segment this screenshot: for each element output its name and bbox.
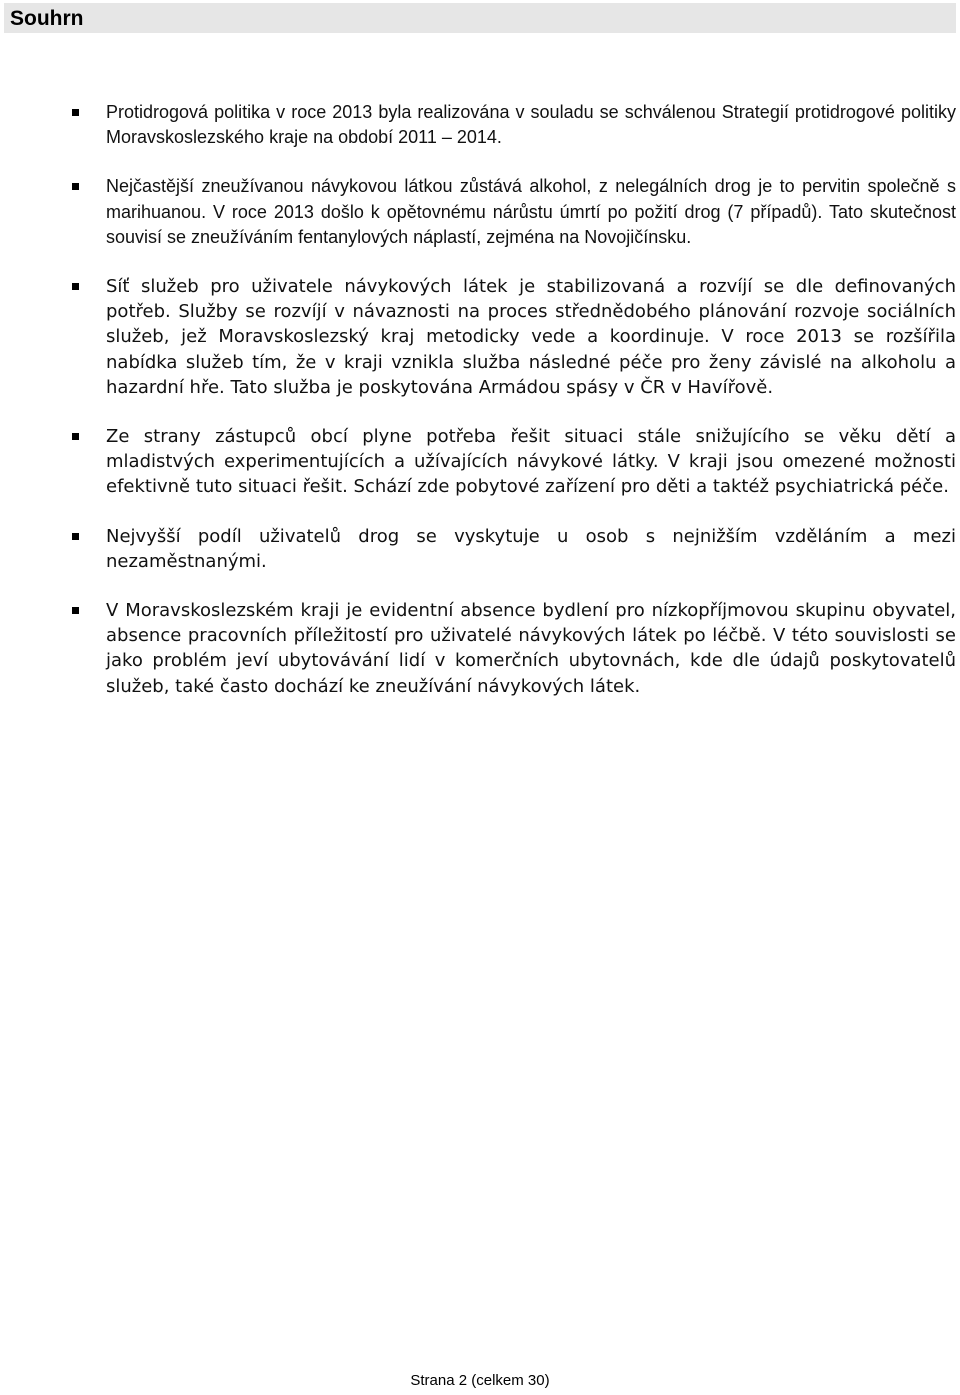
list-item-text: Protidrogová politika v roce 2013 byla realizována v souladu se schválenou Strategií protidrogové politiky Moravskoslezského kraje na období 2011 – 2014. <box>106 102 956 148</box>
square-bullet-icon <box>72 283 79 290</box>
list-item-text: V Moravskoslezském kraji je evidentní absence bydlení pro nízkopříjmovou skupinu obyvatel, absence pracovních příležitostí pro uživatelé návykových látek po léčbě. V této souvislosti se jako problém jeví ubytovávání lidí v komerčních ubytovnách, kde dle údajů poskytovatelů služeb, také často dochází ke zneužívání návykových látek. <box>106 600 956 697</box>
section-title: Souhrn <box>10 7 84 30</box>
section-header-bar <box>4 3 956 33</box>
list-item <box>70 424 956 500</box>
list-item <box>70 524 956 574</box>
square-bullet-icon <box>72 183 79 190</box>
list-item-text: Ze strany zástupců obcí plyne potřeba řešit situaci stále snižujícího se věku dětí a mladistvých experimentujících a užívajících návykové látky. V kraji jsou omezené možnosti efektivně tuto situaci řešit. Schází zde pobytové zařízení pro děti a taktéž psychiatrická péče. <box>106 426 956 498</box>
list-item-text: Nejčastější zneužívanou návykovou látkou zůstává alkohol, z nelegálních drog je to pervitin společně s marihuanou. V roce 2013 došlo k opětovnému nárůstu úmrtí po požití drog (7 případů). Tato skutečnost souvisí se zneužíváním fentanylových náplastí, zejména na Novojičínsku. <box>106 176 956 247</box>
summary-bullet-list <box>70 100 956 723</box>
list-item <box>70 100 956 150</box>
list-item-text: Síť služeb pro uživatele návykových látek je stabilizovaná a rozvíjí se dle definovaných potřeb. Služby se rozvíjí v návaznosti na proces střednědobého plánování rozvoje sociálních služeb, jež Moravskoslezský kraj metodicky vede a koordinuje. V roce 2013 se rozšířila nabídka služeb tím, že v kraji vznikla služba následné péče pro ženy závislé na alkoholu a hazardní hře. Tato služba je poskytována Armádou spásy v ČR v Havířově. <box>106 276 956 398</box>
square-bullet-icon <box>72 607 79 614</box>
square-bullet-icon <box>72 433 79 440</box>
list-item <box>70 174 956 250</box>
list-item <box>70 598 956 699</box>
square-bullet-icon <box>72 109 79 116</box>
square-bullet-icon <box>72 533 79 540</box>
list-item-text: Nejvyšší podíl uživatelů drog se vyskytuje u osob s nejnižším vzděláním a mezi nezaměstnanými. <box>106 525 956 572</box>
list-item <box>70 274 956 400</box>
page-number-footer: Strana 2 (celkem 30) <box>410 1372 550 1389</box>
